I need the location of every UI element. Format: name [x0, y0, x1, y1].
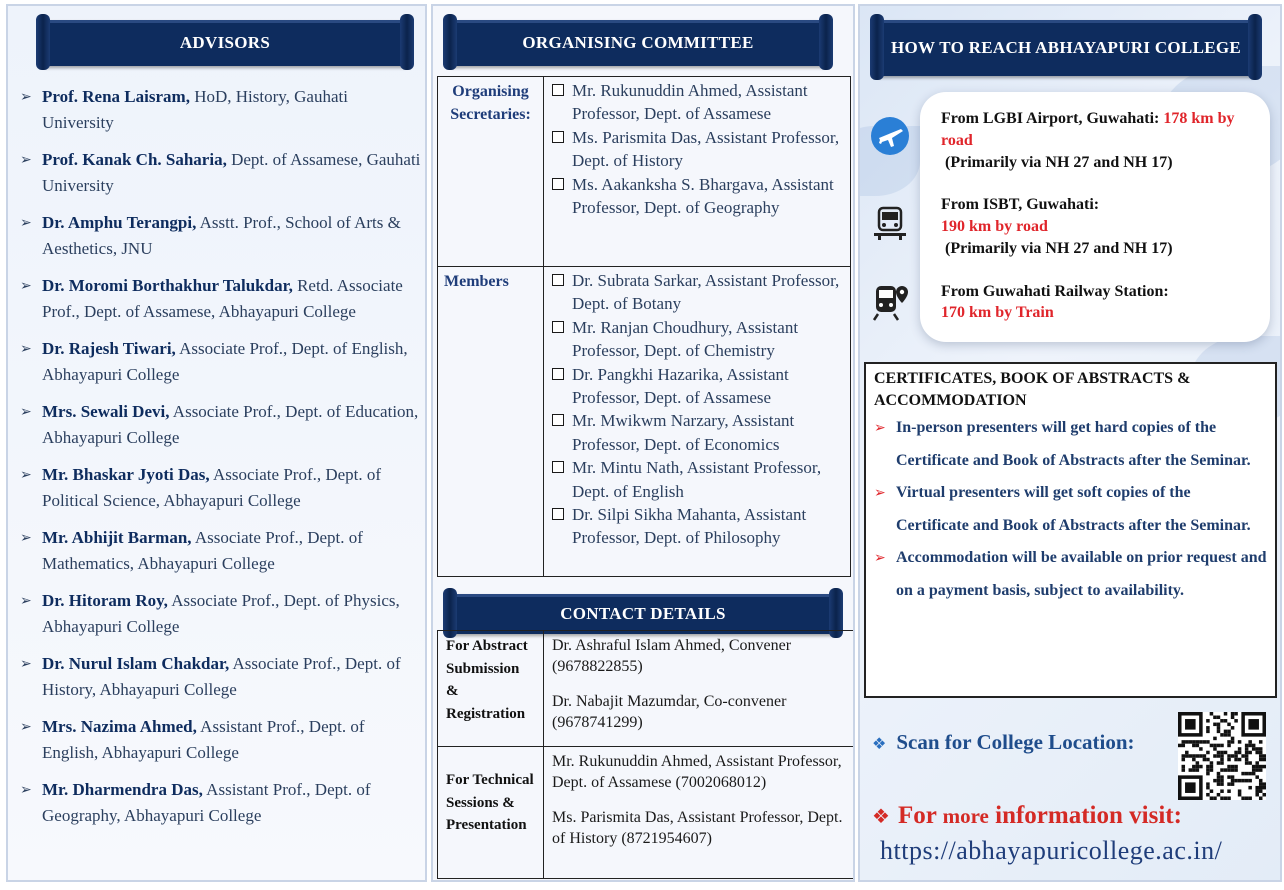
- advisor-desc: Dept. of Assamese, Gauhati University: [42, 150, 421, 195]
- diamond-icon: ❖: [872, 804, 890, 828]
- advisor-item: [20, 777, 422, 829]
- member-text: Mr. Mwikwm Narzary, Assistant Professor, Dept. of Economics: [572, 411, 795, 454]
- reach-isbt-distance: 190 km by road: [941, 218, 1048, 235]
- contact-people-technical: [544, 747, 855, 879]
- advisor-name: Dr. Rajesh Tiwari,: [42, 339, 176, 358]
- advisor-name: Mrs. Nazima Ahmed,: [42, 717, 197, 736]
- checkbox-icon: [552, 414, 564, 426]
- advisor-item: [20, 525, 422, 577]
- committee-member: [552, 456, 844, 503]
- advisor-item: [20, 399, 422, 451]
- checkbox-icon: [552, 368, 564, 380]
- advisor-name: Prof. Rena Laisram,: [42, 87, 190, 106]
- reach-railway-label: From Guwahati Railway Station:: [941, 283, 1169, 300]
- member-text: Mr. Ranjan Choudhury, Assistant Professor, Dept. of Chemistry: [572, 317, 799, 361]
- certificates-box: [864, 362, 1277, 698]
- advisor-item: [20, 714, 422, 766]
- scan-location: [872, 730, 1135, 755]
- reach-airport: [941, 108, 1261, 152]
- advisor-desc: Associate Prof., Dept. of Education, Abhayapuri College: [42, 402, 419, 447]
- advisor-item: [20, 651, 422, 703]
- advisors-panel: [6, 4, 427, 882]
- advisor-name: Mr. Bhaskar Jyoti Das,: [42, 465, 210, 484]
- committee-member: [552, 79, 844, 126]
- contact-role-abstract: For Abstract Submission & Registration: [438, 631, 544, 747]
- advisor-desc: Asstt. Prof., School of Arts & Aesthetics, JNU: [42, 213, 401, 258]
- certificate-text: Virtual presenters will get soft copies of the Certificate and Book of Abstracts after the Seminar.: [896, 484, 1251, 534]
- advisor-desc: Associate Prof., Dept. of Political Science, Abhayapuri College: [42, 465, 382, 510]
- committee-title: ORGANISING COMMITTEE: [522, 33, 754, 52]
- advisors-title: ADVISORS: [179, 33, 271, 52]
- member-text: Dr. Silpi Sikha Mahanta, Assistant Professor, Dept. of Philosophy: [572, 505, 807, 548]
- advisor-name: Dr. Amphu Terangpi,: [42, 213, 197, 232]
- diamond-icon: ❖: [872, 734, 887, 753]
- arrow-bullet-icon: ➢: [20, 593, 32, 609]
- reach-airport-label: From LGBI Airport, Guwahati:: [941, 110, 1164, 127]
- advisor-name: Dr. Hitoram Roy,: [42, 591, 168, 610]
- advisor-name: Mr. Abhijit Barman,: [42, 528, 192, 547]
- member-text: Ms. Aakanksha S. Bhargava, Assistant Professor, Dept. of Geography: [572, 174, 834, 218]
- bus-icon: [870, 202, 910, 242]
- advisor-item: [20, 462, 422, 514]
- advisor-name: Mrs. Sewali Devi,: [42, 402, 170, 421]
- contact-people-abstract: [544, 631, 855, 747]
- checkbox-icon: [552, 321, 564, 333]
- advisors-banner: [34, 14, 416, 70]
- arrow-bullet-icon: ➢: [20, 152, 32, 168]
- airplane-icon: [870, 116, 910, 156]
- arrow-bullet-icon: ➢: [20, 467, 32, 483]
- advisor-name: Dr. Nurul Islam Chakdar,: [42, 654, 230, 673]
- reach-isbt-label: From ISBT, Guwahati:: [941, 196, 1100, 213]
- contact-person: Mr. Rukunuddin Ahmed, Assistant Professor, Dept. of Assamese (7002068012): [552, 753, 842, 791]
- arrow-bullet-icon: ➢: [20, 341, 32, 357]
- arrow-bullet-icon: ➢: [874, 550, 886, 566]
- reach-isbt-note: (Primarily via NH 27 and NH 17): [945, 240, 1173, 257]
- member-text: Dr. Subrata Sarkar, Assistant Professor, Dept. of Botany: [572, 271, 840, 314]
- arrow-bullet-icon: ➢: [20, 530, 32, 546]
- advisor-desc: HoD, History, Gauhati University: [42, 87, 348, 132]
- advisors-list: [20, 84, 422, 840]
- committee-member: [552, 173, 844, 220]
- advisor-name: Dr. Moromi Borthakhur Talukdar,: [42, 276, 293, 295]
- checkbox-icon: [552, 461, 564, 473]
- contact-title: CONTACT DETAILS: [560, 604, 726, 623]
- more-info: ❖ For more information visit:: [872, 802, 1182, 829]
- committee-member: [552, 316, 844, 363]
- advisor-desc: Associate Prof., Dept. of Physics, Abhayapuri College: [42, 591, 400, 636]
- advisor-desc: Assistant Prof., Dept. of Geography, Abhayapuri College: [42, 780, 371, 825]
- reach-airport-note: (Primarily via NH 27 and NH 17): [945, 154, 1173, 171]
- reach-title: HOW TO REACH ABHAYAPURI COLLEGE: [890, 38, 1242, 57]
- advisor-desc: Assistant Prof., Dept. of English, Abhayapuri College: [42, 717, 365, 762]
- member-text: Dr. Pangkhi Hazarika, Assistant Professor, Dept. of Assamese: [572, 364, 789, 408]
- certificate-item: [874, 412, 1267, 477]
- committee-member: [552, 409, 844, 456]
- certificates-title: CERTIFICATES, BOOK OF ABSTRACTS & ACCOMMODATION: [874, 370, 1191, 409]
- advisor-desc: Associate Prof., Dept. of History, Abhayapuri College: [42, 654, 401, 699]
- arrow-bullet-icon: ➢: [20, 404, 32, 420]
- committee-member: [552, 503, 844, 550]
- certificate-text: In-person presenters will get hard copies of the Certificate and Book of Abstracts after the Seminar.: [896, 419, 1251, 469]
- advisor-item: [20, 210, 422, 262]
- member-text: Mr. Rukunuddin Ahmed, Assistant Professor, Dept. of Assamese: [572, 81, 808, 124]
- arrow-bullet-icon: ➢: [20, 719, 32, 735]
- contact-person: Ms. Parismita Das, Assistant Professor, Dept. of History (8721954607): [552, 809, 843, 847]
- arrow-bullet-icon: ➢: [20, 656, 32, 672]
- contact-role-technical: For Technical Sessions & Presentation: [438, 747, 544, 879]
- members-list: [544, 267, 851, 577]
- advisor-name: Mr. Dharmendra Das,: [42, 780, 203, 799]
- member-text: Ms. Parismita Das, Assistant Professor, Dept. of History: [572, 127, 840, 171]
- committee-member: [552, 269, 844, 316]
- checkbox-icon: [552, 274, 564, 286]
- certificate-text: Accommodation will be available on prior request and on a payment basis, subject to availability.: [896, 549, 1267, 599]
- contact-table: [437, 630, 855, 879]
- arrow-bullet-icon: ➢: [874, 420, 886, 436]
- committee-table: [437, 76, 851, 577]
- advisor-desc: Associate Prof., Dept. of Mathematics, Abhayapuri College: [42, 528, 363, 573]
- arrow-bullet-icon: ➢: [20, 215, 32, 231]
- checkbox-icon: [552, 508, 564, 520]
- arrow-bullet-icon: ➢: [20, 89, 32, 105]
- checkbox-icon: [552, 178, 564, 190]
- checkbox-icon: [552, 84, 564, 96]
- reach-airport-distance: 178 km by road: [941, 110, 1235, 149]
- member-text: Mr. Mintu Nath, Assistant Professor, Dept. of English: [572, 458, 822, 501]
- website-link[interactable]: https://abhayapuricollege.ac.in/: [880, 836, 1223, 865]
- advisor-item: [20, 336, 422, 388]
- checkbox-icon: [552, 131, 564, 143]
- secretaries-list: [544, 77, 851, 267]
- committee-member: [552, 363, 844, 410]
- scan-label: Scan for College Location:: [896, 730, 1135, 754]
- reach-railway-distance: 170 km by Train: [941, 304, 1054, 321]
- reach-banner: [868, 14, 1264, 80]
- committee-banner: [441, 14, 835, 70]
- arrow-bullet-icon: ➢: [874, 485, 886, 501]
- advisor-item: [20, 588, 422, 640]
- advisor-name: Prof. Kanak Ch. Saharia,: [42, 150, 227, 169]
- secretaries-label: Organising Secretaries:: [438, 77, 544, 267]
- advisor-desc: Retd. Associate Prof., Dept. of Assamese, Abhayapuri College: [42, 276, 403, 321]
- arrow-bullet-icon: ➢: [20, 782, 32, 798]
- qr-code[interactable]: [1178, 712, 1266, 800]
- reach-panel: [858, 4, 1282, 882]
- advisor-desc: Associate Prof., Dept. of English, Abhayapuri College: [42, 339, 408, 384]
- arrow-bullet-icon: ➢: [20, 278, 32, 294]
- train-icon: [870, 282, 910, 322]
- advisor-item: [20, 273, 422, 325]
- contact-person: Dr. Nabajit Mazumdar, Co-convener (9678741299): [552, 693, 787, 731]
- committee-panel: [431, 4, 855, 882]
- certificate-item: [874, 542, 1267, 607]
- committee-member: [552, 126, 844, 173]
- advisor-item: [20, 84, 422, 136]
- certificate-item: [874, 477, 1267, 542]
- advisor-item: [20, 147, 422, 199]
- contact-person: Dr. Ashraful Islam Ahmed, Convener (9678822855): [552, 637, 792, 675]
- members-label: Members: [438, 267, 544, 577]
